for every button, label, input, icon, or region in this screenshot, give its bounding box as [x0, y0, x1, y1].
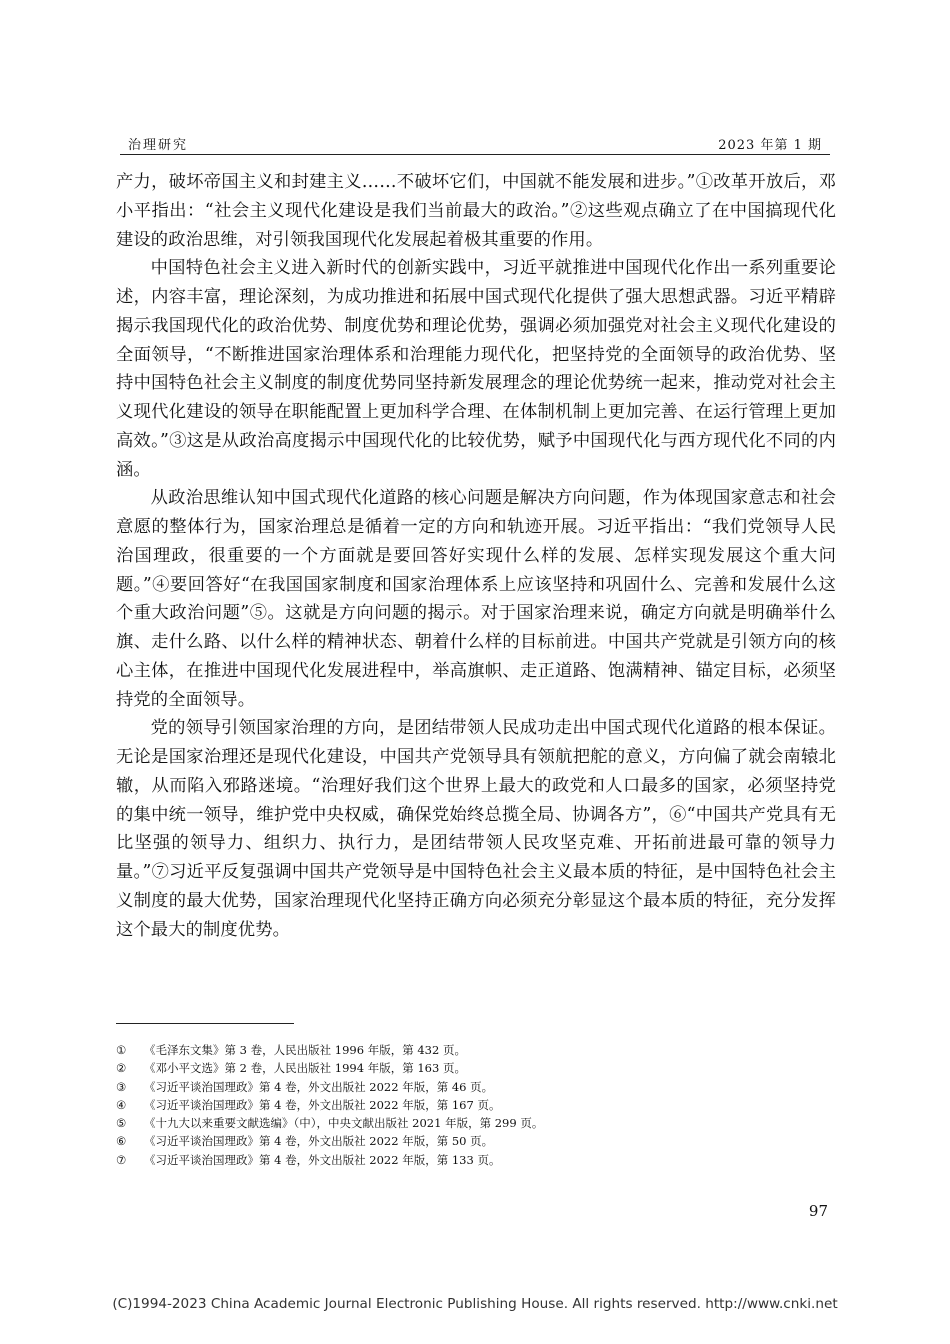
footnote-text: 《邓小平文选》第 2 卷，人民出版社 1994 年版，第 163 页。 — [144, 1061, 466, 1076]
paragraph: 从政治思维认知中国式现代化道路的核心问题是解决方向问题，作为体现国家意志和社会意愿的整体行为，国家治理总是循着一定的方向和轨迹开展。习近平指出：“我们党领导人民治国理政，很重要的一个方面就是要回答好实现什么样的发展、怎样实现发展这个重大问题。”④要回答好“在我国国家制度和国家治理体系上应该坚持和巩固什么、完善和发展什么这个重大政治问题”⑤。这就是方向问题的揭示。对于国家治理来说，确定方向就是明确举什么旗、走什么路、以什么样的精神状态、朝着什么样的目标前进。中国共产党就是引领方向的核心主体，在推进中国现代化发展进程中，举高旗帜、走正道路、饱满精神、锚定目标，必须坚持党的全面领导。 — [116, 488, 836, 710]
footnote-mark: ④ — [116, 1097, 127, 1112]
journal-name: 治理研究 — [128, 138, 189, 153]
footnote — [116, 1132, 836, 1150]
footnote-text: 《习近平谈治国理政》第 4 卷，外文出版社 2022 年版，第 167 页。 — [144, 1097, 501, 1112]
body-text — [116, 168, 836, 944]
running-header — [120, 128, 830, 155]
paragraph: 中国特色社会主义进入新时代的创新实践中，习近平就推进中国现代化作出一系列重要论述，内容丰富，理论深刻，为成功推进和拓展中国式现代化提供了强大思想武器。习近平精辟揭示我国现代化的政治优势、制度优势和理论优势，强调必须加强党对社会主义现代化建设的全面领导，“不断推进国家治理体系和治理能力现代化，把坚持党的全面领导的政治优势、坚持中国特色社会主义制度的制度优势同坚持新发展理念的理论优势统一起来，推动党对社会主义现代化建设的领导在职能配置上更加科学合理、在体制机制上更加完善、在运行管理上更加高效。”③这是从政治高度揭示中国现代化的比较优势，赋予中国现代化与西方现代化不同的内涵。 — [116, 258, 836, 480]
footnote — [116, 1151, 836, 1169]
footnote-divider — [116, 1023, 294, 1024]
footnote-text: 《十九大以来重要文献选编》（中），中央文献出版社 2021 年版，第 299 页。 — [144, 1116, 544, 1131]
footnote-text: 《毛泽东文集》第 3 卷，人民出版社 1996 年版，第 432 页。 — [144, 1043, 466, 1057]
issue-info: 2023 年第 1 期 — [718, 138, 822, 153]
footnote — [116, 1078, 836, 1096]
footnote — [116, 1096, 836, 1114]
footnote-mark: ⑤ — [116, 1116, 127, 1131]
paragraph: 党的领导引领国家治理的方向，是团结带领人民成功走出中国式现代化道路的根本保证。无论是国家治理还是现代化建设，中国共产党领导具有领航把舵的意义，方向偏了就会南辕北辙，从而陷入邪路迷境。“治理好我们这个世界上最大的政党和人口最多的国家，必须坚持党的集中统一领导，维护党中央权威，确保党始终总揽全局、协调各方”，⑥“中国共产党具有无比坚强的领导力、组织力、执行力，是团结带领人民攻坚克难、开拓前进最可靠的领导力量。”⑦习近平反复强调中国共产党领导是中国特色社会主义最本质的特征，是中国特色社会主义制度的最大优势，国家治理现代化坚持正确方向必须充分彰显这个最本质的特征，充分发挥这个最大的制度优势。 — [116, 718, 836, 940]
footnote-text: 《习近平谈治国理政》第 4 卷，外文出版社 2022 年版，第 133 页。 — [144, 1152, 501, 1167]
footnote-mark: ① — [116, 1043, 127, 1057]
footnote-mark: ⑦ — [116, 1152, 127, 1167]
footnote-mark: ③ — [116, 1079, 127, 1094]
copyright-notice: (C)1994-2023 China Academic Journal Electronic Publishing House. All rights reserved. http://www.cnki.net — [112, 1296, 838, 1312]
paragraph: 产力，破坏帝国主义和封建主义……不破坏它们，中国就不能发展和进步。”①改革开放后，邓小平指出：“社会主义现代化建设是我们当前最大的政治。”②这些观点确立了在中国搞现代化建设的政治思维，对引领我国现代化发展起着极其重要的作用。 — [116, 172, 836, 250]
footnote — [116, 1059, 836, 1077]
footnote-text: 《习近平谈治国理政》第 4 卷，外文出版社 2022 年版，第 50 页。 — [144, 1134, 494, 1149]
footnote-text: 《习近平谈治国理政》第 4 卷，外文出版社 2022 年版，第 46 页。 — [144, 1079, 494, 1094]
footnote-list — [116, 1041, 836, 1169]
footnote-mark: ⑥ — [116, 1134, 127, 1149]
footnote — [116, 1114, 836, 1132]
page-number: 97 — [808, 1202, 828, 1220]
footnote-mark: ② — [116, 1061, 127, 1076]
footnote — [116, 1041, 836, 1059]
